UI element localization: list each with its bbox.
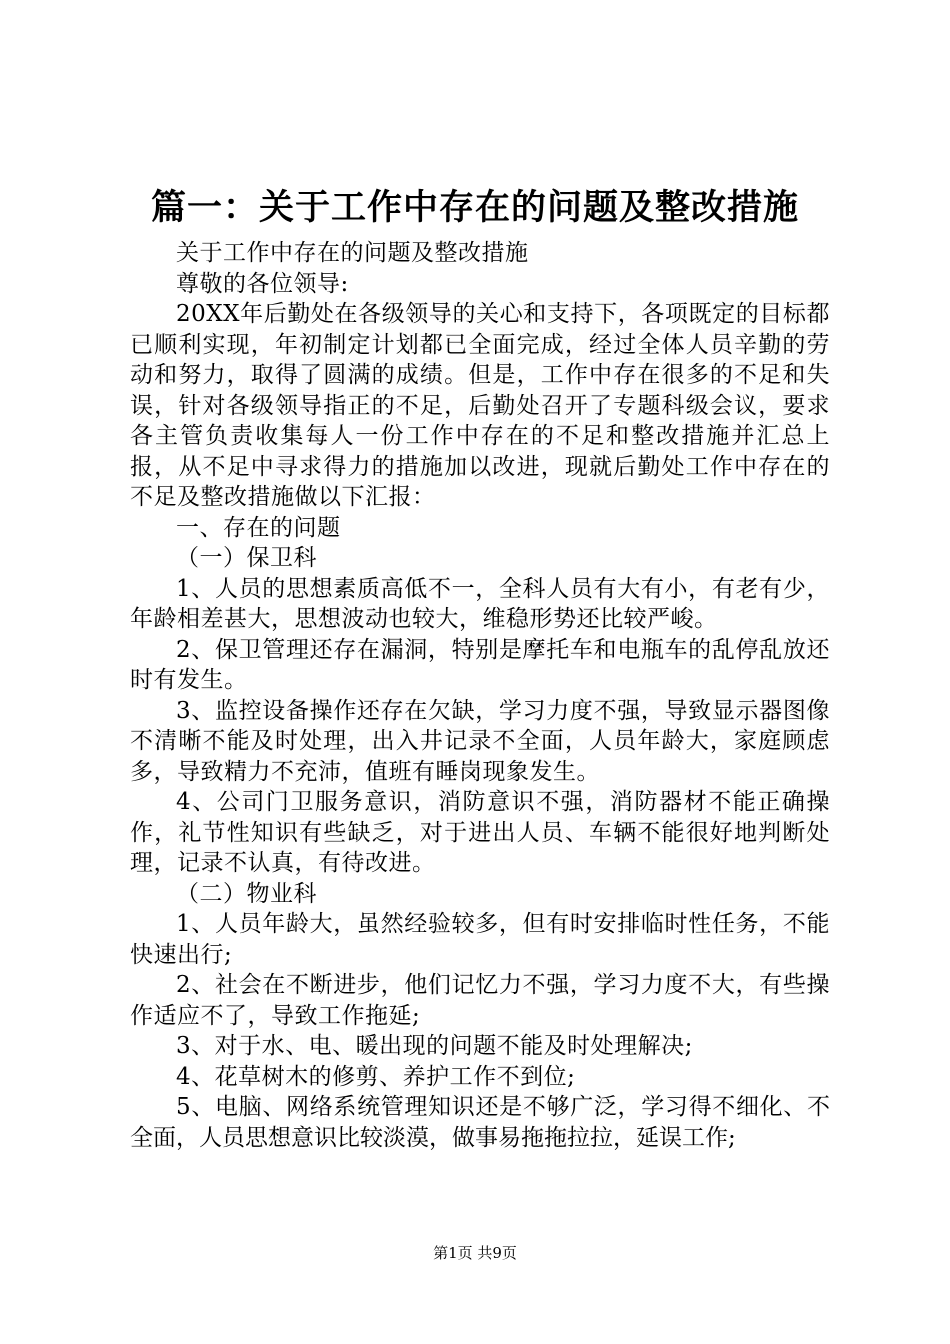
paragraph-property-3: 3、对于水、电、暖出现的问题不能及时处理解决; [176, 1033, 693, 1059]
paragraph-property-4: 4、花草树木的修剪、养护工作不到位; [176, 1063, 576, 1090]
paragraph-subtitle: 关于工作中存在的问题及整改措施 [176, 240, 529, 266]
paragraph-security-4: 4、公司门卫服务意识，消防意识不强，消防器材不能正确操作，礼节性知识有些缺乏，对于进出人员、车辆不能很好地判断处理，记录不认真，有待改进。 [130, 789, 830, 876]
paragraph-property-1: 1、人员年龄大，虽然经验较多，但有时安排临时性任务，不能快速出行; [130, 911, 830, 968]
paragraph-property-5: 5、电脑、网络系统管理知识还是不够广泛，学习得不细化、不全面，人员思想意识比较淡漠，做事易拖拖拉拉，延误工作; [130, 1094, 830, 1151]
subsection-heading-security: （一）保卫科 [176, 545, 317, 571]
section-heading-problems: 一、存在的问题 [176, 514, 341, 541]
document-body [130, 238, 830, 1153]
subsection-heading-property: （二）物业科 [176, 880, 317, 907]
paragraph-security-1: 1、人员的思想素质高低不一，全科人员有大有小，有老有少，年龄相差甚大，思想波动也较大，维稳形势还比较严峻。 [130, 575, 830, 632]
paragraph-property-2: 2、社会在不断进步，他们记忆力不强，学习力度不大，有些操作适应不了，导致工作拖延; [130, 972, 830, 1029]
page-footer: 第1页 共9页 [433, 1244, 517, 1262]
paragraph-security-2: 2、保卫管理还存在漏洞，特别是摩托车和电瓶车的乱停乱放还时有发生。 [130, 636, 830, 693]
paragraph-intro: 20XX年后勤处在各级领导的关心和支持下，各项既定的目标都已顺利实现，年初制定计划都已全面完成，经过全体人员辛勤的劳动和努力，取得了圆满的成绩。但是，工作中存在很多的不足和失误，针对各级领导指正的不足，后勤处召开了专题科级会议，要求各主管负责收集每人一份工作中存在的不足和整改措施并汇总上报，从不足中寻求得力的措施加以改进，现就后勤处工作中存在的不足及整改措施做以下汇报： [130, 301, 830, 510]
paragraph-security-3: 3、监控设备操作还存在欠缺，学习力度不强，导致显示器图像不清晰不能及时处理，出入井记录不全面，人员年龄大，家庭顾虑多，导致精力不充沛，值班有睡岗现象发生。 [130, 697, 830, 785]
document-title: 篇一：关于工作中存在的问题及整改措施 [150, 187, 799, 228]
paragraph-salutation: 尊敬的各位领导: [176, 270, 349, 297]
